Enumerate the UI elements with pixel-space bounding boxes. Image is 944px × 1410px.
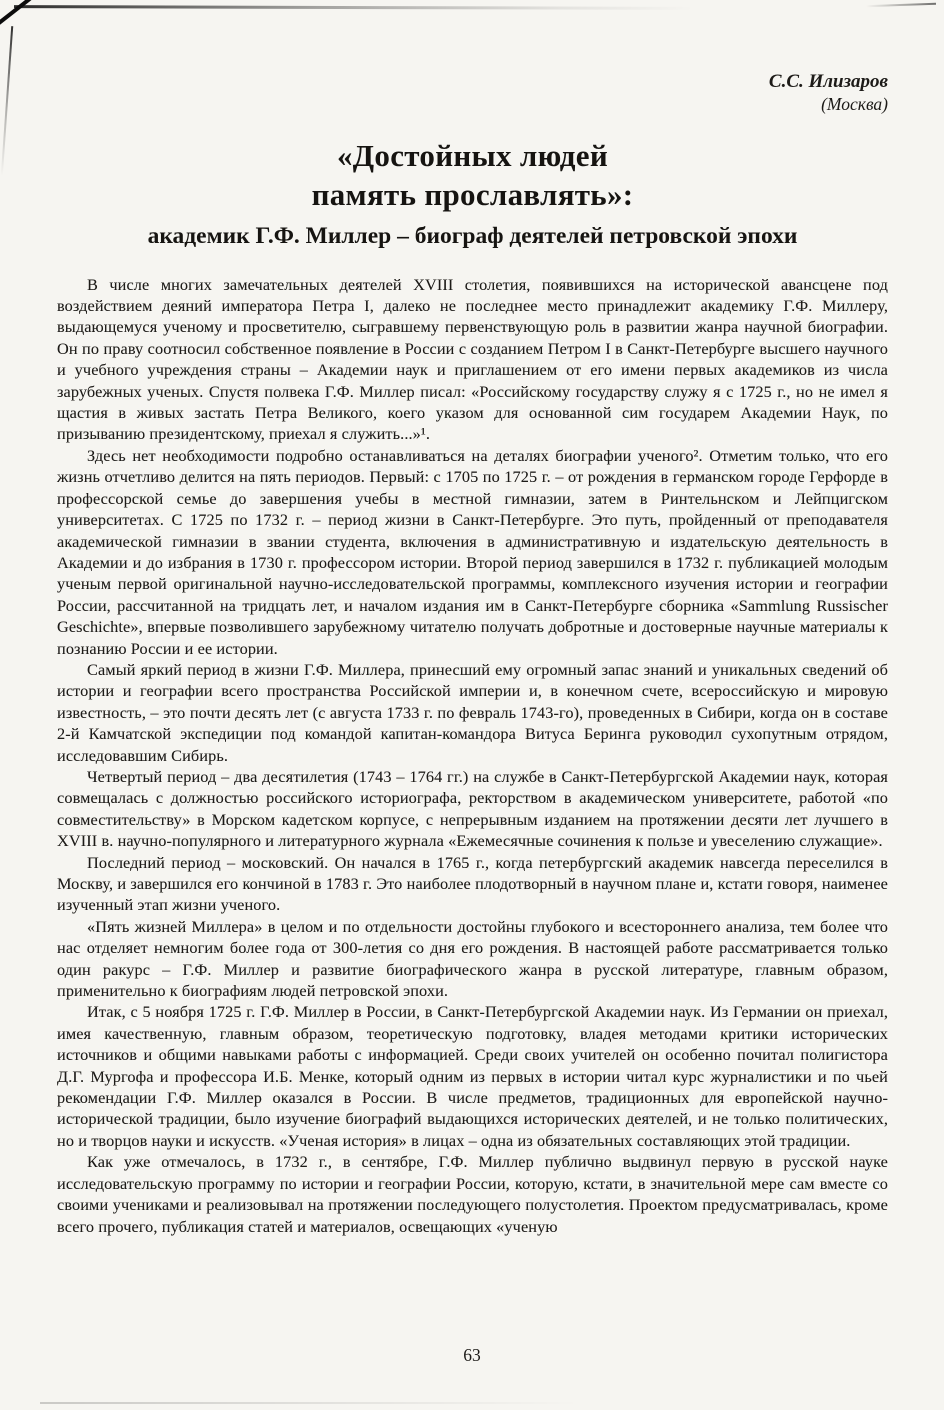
scan-artifact-left-edge [1, 26, 13, 176]
scan-artifact-top-right [866, 3, 936, 7]
paragraph-3: Самый яркий период в жизни Г.Ф. Миллера, принесший ему огромный запас знаний и уникальных сведений об истории и географии всего пространства Российской империи и, в конечном счете, всероссийскую и мировую известность, – это почти десять лет (с августа 1733 г. по февраль 1743-го), проведенных в Сибири, когда он в составе 2-й Камчатской экспедиции под командой капитан-командора Витуса Беринга руководил сухопутным отрядом, исследовавшим Сибирь. [57, 659, 888, 765]
article-subtitle: академик Г.Ф. Миллер – биограф деятелей петровской эпохи [147, 222, 798, 249]
page-number: 63 [463, 1345, 481, 1365]
scan-artifact-bottom-edge [40, 1402, 580, 1404]
scan-artifact-top-left-corner [0, 0, 32, 28]
title-line-2: память прославлять»: [311, 176, 634, 212]
paragraph-6: «Пять жизней Миллера» в целом и по отдельности достойны глубокого и всестороннего анализа, тем более что нас отделяет немногим более года от 300-летия со дня его рождения. В настоящей работе рассматривается только один ракурс – Г.Ф. Миллер и развитие биографического жанра в русской литературе, главным образом, применительно к биографиям людей петровской эпохи. [57, 916, 888, 1001]
paragraph-7: Итак, с 5 ноября 1725 г. Г.Ф. Миллер в России, в Санкт-Петербургской Академии наук. Из Германии он приехал, имея качественную, главным образом, теоретическую подготовку, владея методами критики исторических источников и общими навыками работы с информацией. Среди своих учителей он особенно почитал полигистора Д.Г. Мургофа и профессора И.Б. Менке, который одним из первых в истории читал курс журналистики и по чьей рекомендации Г.Ф. Миллер оказался в России. В числе предметов, традиционных для европейской научно-исторической традиции, было изучение биографий выдающихся исторических деятелей, и не только политических, но и творцов науки и искусств. «Ученая история» в лицах – одна из обязательных составляющих этой традиции. [57, 1002, 888, 1150]
paragraph-1: В числе многих замечательных деятелей XVIII столетия, появившихся на исторической авансцене под воздействием деяний императора Петра I, далеко не последнее место принадлежит академику Г.Ф. Миллеру, выдающемуся ученому и просветителю, сыгравшему первенствующую роль в развитии жанра научной биографии. Он по праву соотносил собственное появление в России с созданием Петром I в Санкт-Петербурге высшего научного и учебного учреждения страны – Академии наук и приглашением от его имени первых академиков из числа зарубежных ученых. Спустя полвека Г.Ф. Миллер писал: «Российскому государству служу я с 1725 г., но не имел я щастия в живых застать Петра Великого, коего указом для основанной сим государем Академии Наук, по призыванию президентскому, приехал я служить...»¹. [57, 274, 888, 444]
author-name: С.С. Илизаров [768, 71, 888, 92]
author-block [57, 70, 888, 116]
page-content [57, 70, 888, 1237]
paragraph-2: Здесь нет необходимости подробно останавливаться на деталях биографии ученого². Отметим только, что его жизнь отчетливо делится на пять периодов. Первый: с 1705 по 1725 г. – от рождения в германском городе Герфорде в профессорской семье до завершения учебы в местной гимназии, затем в Ринтельнском и Лейпцигском университетах. С 1725 по 1732 г. – период жизни в Санкт-Петербурге. Это путь, пройденный от преподавателя академической гимназии в звании студента, включения в административную и издательскую деятельность в Академии и до избрания в 1730 г. профессором истории. Второй период завершился в 1732 г. публикацией молодым ученым первой оригинальной научно-исследовательской программы, комплексного изучения истории и географии России, рассчитанной на тридцать лет, и началом издания им в Санкт-Петербурге сборника «Sammlung Russischer Geschichte», впервые позволившего зарубежному читателю получать добротные и достоверные научные материалы к познанию России и ее истории. [57, 445, 888, 658]
paragraph-5: Последний период – московский. Он начался в 1765 г., когда петербургский академик навсегда переселился в Москву, и завершился его кончиной в 1783 г. Это наиболее плодотворный в научном плане и, кстати говоря, наименее изученный этап жизни ученого. [57, 852, 888, 915]
scan-artifact-top-edge [14, 5, 694, 10]
article-body [57, 274, 888, 1237]
paragraph-8: Как уже отмечалось, в 1732 г., в сентябре, Г.Ф. Миллер публично выдвинул первую в русской науке исследовательскую программу по истории и географии России, которую, кстати, в значительной мере сам вместе со своими учениками и реализовывал на протяжении последующего полустолетия. Проектом предусматривалась, кроме всего прочего, публикация статей и материалов, освещающих «ученую [57, 1152, 888, 1236]
article-title [57, 136, 888, 214]
author-location: (Москва) [821, 93, 888, 114]
paragraph-4: Четвертый период – два десятилетия (1743 – 1764 гг.) на службе в Санкт-Петербургской Академии наук, которая совмещалась с должностью российского историографа, ректорством в академическом университете, работой «по совместительству» в Морском кадетском корпусе, с непрерывным изданием на протяжении десяти лет лучшего в XVIII в. научно-популярного и литературного журнала «Ежемесячные сочинения к пользе и увеселению служащие». [57, 766, 888, 851]
title-line-1: «Достойных людей [337, 137, 608, 173]
